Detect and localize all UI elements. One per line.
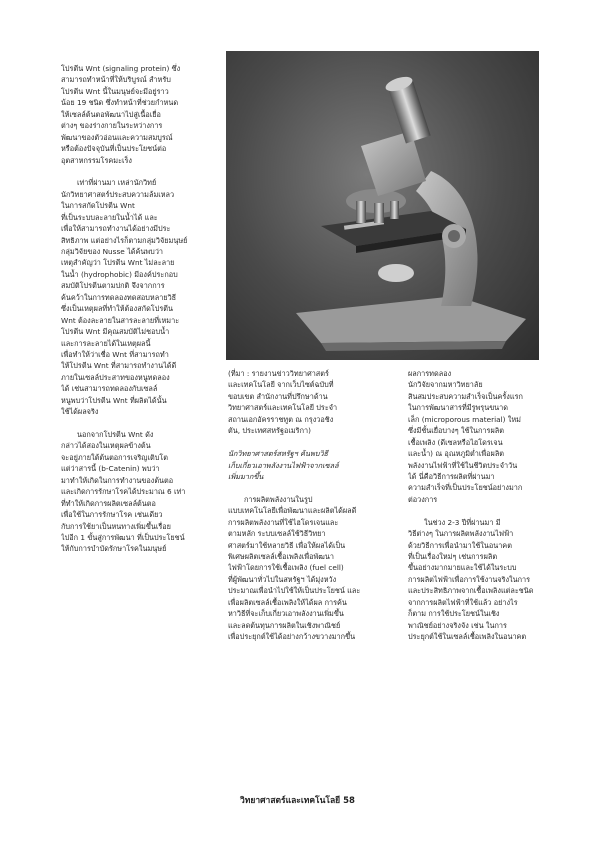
text-line: ค้นคว้าในการทดลองทดสอบหลายวิธี bbox=[61, 292, 177, 302]
text-line: ไฟฟ้าโดยการใช้เชื้อเพลิง (fuel cell) bbox=[228, 563, 344, 573]
text-line: ซึ่งมีชั้นเยื่อบางๆ ใช้ในการผลิต bbox=[408, 426, 504, 436]
text-line: พัฒนาของตัวอ่อนและความสมบูรณ์ bbox=[61, 132, 173, 142]
text-line: ก็ตาม การใช้ประโยชน์ในเชิง bbox=[408, 609, 500, 619]
text-line: ให้เซลล์ต้นตอพัฒนาไปสู่เนื้อเยื่อ bbox=[61, 109, 161, 119]
text-line: ประมาณเพื่อนำไปใช้ให้เป็นประโยชน์ และ bbox=[228, 586, 361, 596]
paragraph-gap bbox=[228, 437, 394, 448]
photo-caption-line: วิทยาศาสตร์และเทคโนโลยี ประจำ bbox=[228, 403, 338, 413]
text-line: วิธีต่างๆ ในการผลิตพลังงานไฟฟ้า bbox=[408, 529, 514, 539]
text-line: เพื่อทำให้ว่าเชื่อ Wnt ที่สามารถทำ bbox=[61, 349, 169, 359]
text-line: จะอยู่ภายใต้ต้นตอการเจริญเติบโต bbox=[61, 452, 169, 462]
text-line: ความสำเร็จที่เป็นประโยชน์อย่างมาก bbox=[408, 483, 523, 493]
text-line: ในการพัฒนาสารที่มีรูพรุนขนาด bbox=[408, 403, 509, 413]
text-line: ขึ้นอย่างมากมายและใช้ได้ในระบบ bbox=[408, 563, 517, 573]
photo-caption-line: ตัน, ประเทศสหรัฐอเมริกา) bbox=[228, 426, 311, 436]
text-line: กลุ่มวิจัยของ Nusse ได้ค้นพบว่า bbox=[61, 247, 164, 256]
text-line: แบบเทคโนโลยีเพื่อพัฒนาและผลิตได้ผลดี bbox=[228, 506, 357, 516]
text-line: โปรตีน Wnt นี้ในมนุษย์จะมีอยู่ราว bbox=[61, 86, 169, 96]
text-line: พลังงานไฟฟ้าที่ใช้ในชีวิตประจำวัน bbox=[408, 460, 518, 470]
left-column bbox=[61, 63, 213, 555]
section-heading-line: นักวิทยาศาสตร์สหรัฐฯ ค้นพบวิธี bbox=[228, 449, 329, 459]
text-line: และประสิทธิภาพจากเชื้อเพลิงแต่ละชนิด bbox=[408, 586, 534, 596]
paragraph-gap bbox=[228, 482, 394, 493]
text-line: จากการผลิตไฟฟ้าที่ใช้แล้ว อย่างไร bbox=[408, 597, 518, 607]
paragraph-gap bbox=[61, 166, 213, 177]
text-line: สมบัติโปรตีนตามปกติ จึงจากการ bbox=[61, 281, 165, 291]
text-line: Wnt ต้องละลายในสารละลายที่เหมาะ bbox=[61, 315, 180, 325]
photo-caption-line: สถานเอกอัครราชทูต ณ กรุงวอชิง bbox=[228, 414, 334, 424]
text-line: ที่เป็นเรื่องใหม่ๆ เช่นการผลิต bbox=[408, 552, 498, 561]
section-heading-line: เก็บเกี่ยวเอาพลังงานไฟฟ้าจากเซลล์ bbox=[228, 460, 339, 470]
text-line: ในการสกัดโปรตีน Wnt bbox=[61, 201, 135, 211]
text-line: เชื้อเพลิง (ดีเซลหรือไฮโดรเจน bbox=[408, 437, 503, 447]
middle-column bbox=[228, 368, 394, 643]
microscope-photo bbox=[226, 51, 539, 360]
text-line: แต่ว่าสารนี้ (b-Catenin) พบว่า bbox=[61, 464, 160, 474]
section-heading-line: เพิ่มมากขึ้น bbox=[228, 471, 264, 481]
text-line: ที่ทำให้เกิดการผลิตเซลล์ต้นตอ bbox=[61, 498, 156, 508]
text-line: กล่าวได้สองในเหตุผลข้างต้น bbox=[61, 441, 151, 451]
text-line: เล็ก (microporous material) ใหม่ bbox=[408, 414, 521, 424]
text-line: ผลการทดลอง bbox=[408, 369, 452, 378]
text-line: น้อย 19 ชนิด ซึ่งทำหน้าที่ช่วยกำหนด bbox=[61, 98, 179, 108]
text-line: เหตุสำคัญว่า โปรตีน Wnt ไม่ละลาย bbox=[61, 258, 175, 268]
text-line: ในน้ำ (hydrophobic) มีองค์ประกอบ bbox=[61, 269, 178, 279]
text-line: เท่าที่ผ่านมา เหล่านักวิทย์ bbox=[77, 178, 157, 188]
text-line: เพื่อผลิตเซลล์เชื้อเพลิงให้ได้ผล การค้น bbox=[228, 597, 347, 607]
page-footer bbox=[0, 793, 595, 807]
text-line: เพื่อให้สามารถทำงานได้อย่างมีประ bbox=[61, 224, 171, 234]
microscope-icon bbox=[226, 51, 539, 360]
text-line: การผลิตไฟฟ้าเพื่อการใช้งานจริงในการ bbox=[408, 574, 531, 584]
text-line: ประยุกต์ใช้ในเซลล์เชื้อเพลิงในอนาคต bbox=[408, 632, 527, 642]
text-line: นักวิทยาศาสตร์ประสบความล้มเหลว bbox=[61, 189, 175, 199]
paragraph-gap bbox=[61, 418, 213, 429]
photo-caption-line: ขอบเขต สำนักงานที่ปรึกษาด้าน bbox=[228, 391, 328, 401]
text-line: พิเศษผลิตเซลล์เชื้อเพลิงเพื่อพัฒนา bbox=[228, 552, 334, 561]
text-line: ไปอีก 1 ขั้นสู่การพัฒนา ที่เป็นประโยชน์ bbox=[61, 532, 185, 542]
text-line: สามารถทำหน้าที่ให้บริบูรณ์ สำหรับ bbox=[61, 75, 171, 85]
text-line: นักวิจัยจากมหาวิทยาลัย bbox=[408, 380, 483, 390]
text-line: หาวิธีที่จะเก็บเกี่ยวเอาพลังงานเพิ่มขึ้น bbox=[228, 609, 344, 619]
text-line: และน้ำ) ณ อุณหภูมิต่ำเพื่อผลิต bbox=[408, 449, 505, 459]
text-line: ศาสตร์มาใช้หลายวิธี เพื่อให้ผลได้เป็น bbox=[228, 540, 346, 550]
text-line: ให้กับการบำบัดรักษาโรคในมนุษย์ bbox=[61, 544, 167, 554]
text-line: สิทธิภาพ แต่อย่างไรก็ตามกลุ่มวิจัยมนุษย์ bbox=[61, 235, 188, 245]
text-line: กับการใช้ยาเป็นหนทางเพิ่มขึ้นเรื่อย bbox=[61, 521, 171, 531]
text-line: ให้โปรตีน Wnt ที่สามารถทำงานได้ดี bbox=[61, 361, 177, 371]
text-line: การผลิตพลังงานที่ใช้ไฮโดรเจนและ bbox=[228, 517, 339, 527]
text-line: ต่อวงการ bbox=[408, 494, 438, 504]
photo-caption-line: และเทคโนโลยี จากเว็บไซต์ฉบับที่ bbox=[228, 380, 334, 390]
text-line: ด้วยวิธีการเพื่อนำมาใช้ในอนาคต bbox=[408, 540, 512, 550]
text-line: และเกิดการรักษาโรคได้ประมาณ 6 เท่า bbox=[61, 487, 186, 497]
text-line: เพื่อใช้ในการรักษาโรค เช่นเดียว bbox=[61, 510, 163, 520]
text-line: ที่เป็นระบบละลายในน้ำได้ และ bbox=[61, 212, 158, 222]
text-line: โปรตีน Wnt มีคุณสมบัติไม่ชอบน้ำ bbox=[61, 327, 170, 337]
right-column bbox=[408, 368, 544, 643]
page-number: 58 bbox=[343, 796, 355, 806]
text-line: นอกจากโปรตีน Wnt ดัง bbox=[77, 430, 154, 439]
text-line: มาทำให้เกิดในการทำงานของต้นตอ bbox=[61, 475, 174, 485]
text-line: โปรตีน Wnt (signaling protein) ซึ่ง bbox=[61, 64, 181, 73]
footer-title: วิทยาศาสตร์และเทคโนโลยี bbox=[240, 796, 341, 806]
text-line: สินสมประสบความสำเร็จเป็นครั้งแรก bbox=[408, 391, 523, 401]
text-line: อุตสาหกรรมโรคมะเร็ง bbox=[61, 155, 132, 165]
text-line: ภายในเซลล์ประสาทของหนูทดลอง bbox=[61, 372, 170, 382]
text-line: การผลิตพลังงานในรูป bbox=[244, 494, 313, 504]
text-line: ได้ เช่นสามารถทดลองกับเซลล์ bbox=[61, 384, 158, 394]
text-line: เพื่อประยุกต์ใช้ได้อย่างกว้างขวางมากขึ้น bbox=[228, 632, 356, 642]
paragraph-gap bbox=[408, 505, 544, 516]
text-line: ได้ นี่คือวิธีการผลิตที่ผ่านมา bbox=[408, 471, 495, 481]
text-line: และลดต้นทุนการผลิตในเชิงพาณิชย์ bbox=[228, 620, 341, 630]
text-line: ใช้ได้ผลจริง bbox=[61, 407, 99, 417]
text-line: ต่างๆ ของร่างกายในระหว่างการ bbox=[61, 121, 163, 131]
text-line: ในช่วง 2-3 ปีที่ผ่านมา มี bbox=[424, 517, 501, 527]
text-line: ตามหลัก ระบบเซลล์ใช้วิธีวิทยา bbox=[228, 529, 326, 539]
text-line: ที่ผู้พัฒนาทั่วไปในสหรัฐฯ ได้มุ่งหวัง bbox=[228, 574, 337, 584]
text-line: พาณิชย์อย่างจริงจัง เช่น ในการ bbox=[408, 620, 507, 630]
photo-caption-line: (ที่มา : รายงานข่าววิทยาศาสตร์ bbox=[228, 369, 329, 378]
text-line: และการละลายได้ในเหตุผลนี้ bbox=[61, 338, 151, 348]
text-line: หนูพบว่าโปรตีน Wnt ที่ผลิตได้นั้น bbox=[61, 395, 167, 405]
text-line: หรือต้องปัจจุบันที่เป็นประโยชน์ต่อ bbox=[61, 144, 167, 154]
text-line: ซึ่งเป็นเหตุผลที่ทำให้ต้องสกัดโปรตีน bbox=[61, 304, 174, 314]
